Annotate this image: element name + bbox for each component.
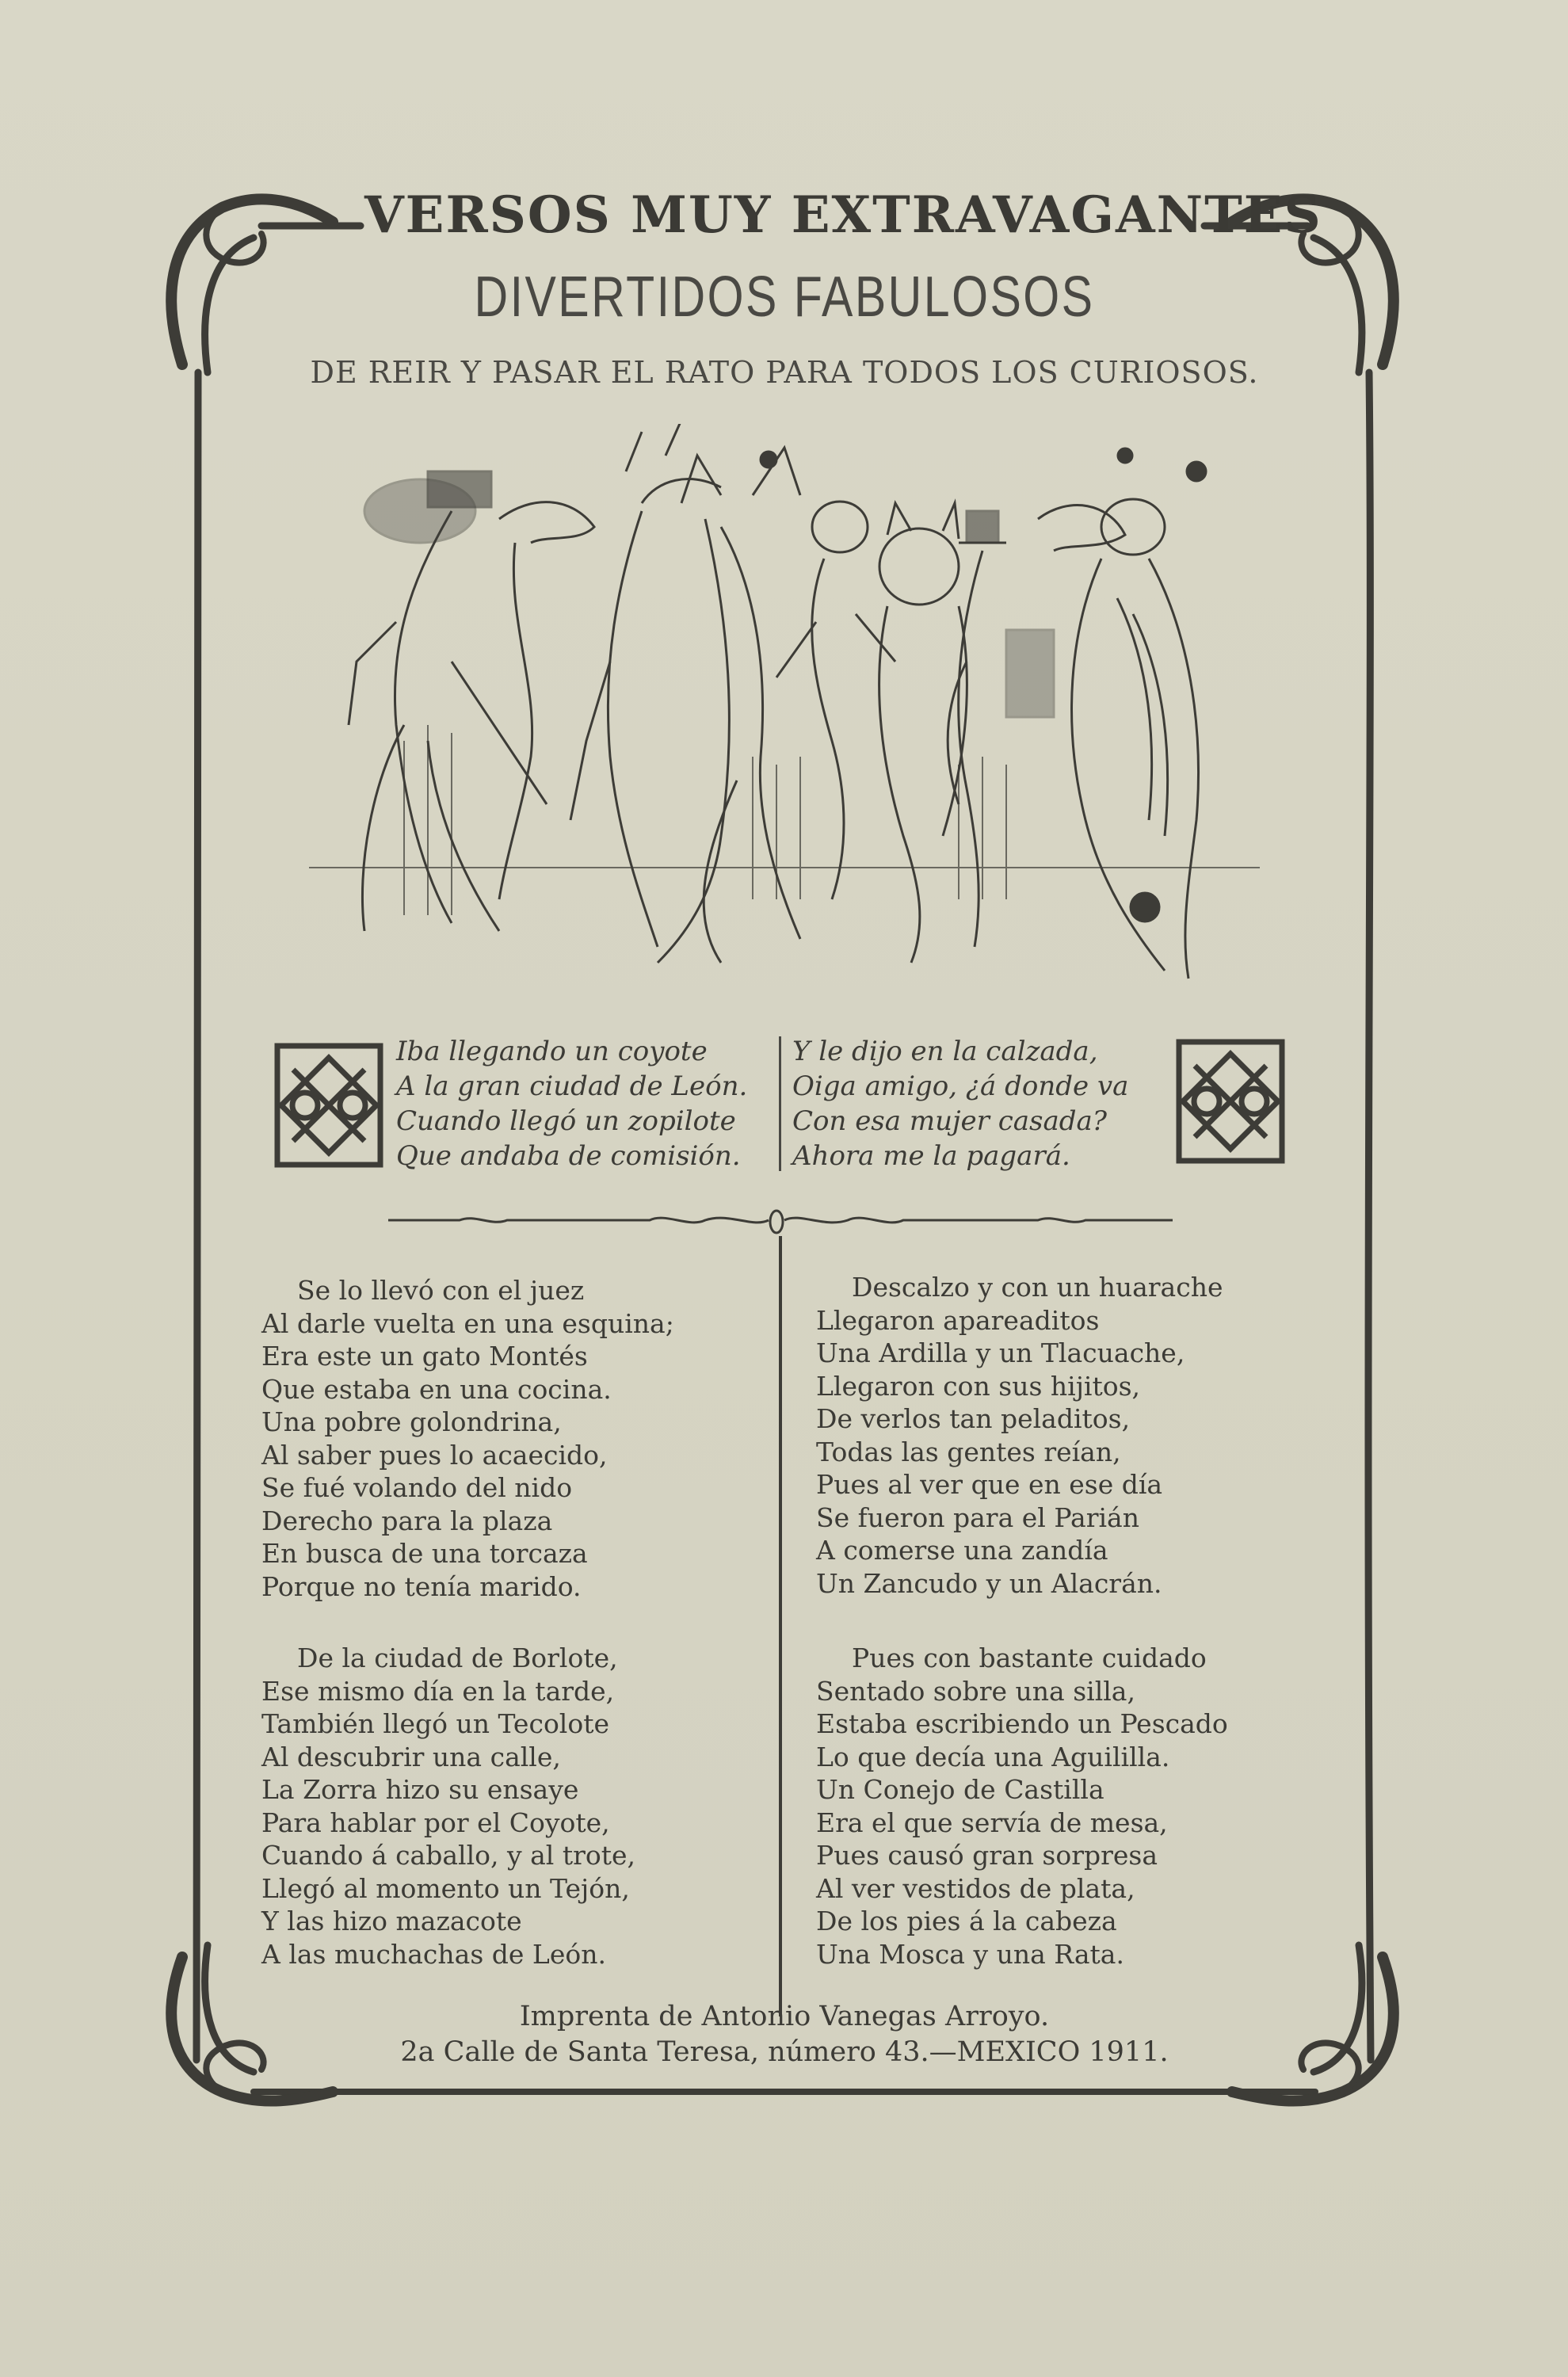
ornamental-divider	[388, 1204, 1181, 1236]
animal-procession-illustration	[309, 424, 1268, 994]
verse-line: La Zorra hizo su ensaye	[261, 1774, 579, 1805]
knot-ornament-right	[1171, 1034, 1290, 1169]
verse-line: Pues al ver que en ese día	[816, 1469, 1163, 1500]
verse-line: Se fueron para el Parián	[816, 1501, 1139, 1533]
verse-stanza-left-1	[261, 1274, 674, 1603]
verse-line: Pues causó gran sorpresa	[816, 1840, 1158, 1871]
verse-line: Llegaron con sus hijitos,	[816, 1370, 1141, 1402]
intro-line: Con esa mujer casada?	[792, 1105, 1107, 1137]
verse-line: Derecho para la plaza	[261, 1505, 553, 1536]
verse-stanza-left-2	[261, 1642, 635, 1971]
verse-stanza-right-1	[816, 1271, 1223, 1600]
knot-ornament-left	[269, 1038, 388, 1173]
intro-line: A la gran ciudad de León.	[396, 1070, 748, 1102]
verse-line: Un Zancudo y un Alacrán.	[816, 1567, 1162, 1599]
intro-line: Que andaba de comisión.	[396, 1140, 741, 1172]
verse-line: Era este un gato Montés	[261, 1341, 588, 1372]
verse-line: De la ciudad de Borlote,	[297, 1643, 618, 1673]
subtitle: DIVERTIDOS FABULOSOS	[474, 265, 1095, 329]
verse-line: Llegaron apareaditos	[816, 1304, 1100, 1336]
verse-line: De verlos tan peladitos,	[816, 1403, 1131, 1434]
printer-address: 2a Calle de Santa Teresa, número 43.—MEXICO 1911.	[400, 2036, 1169, 2068]
verse-line: Porque no tenía marido.	[261, 1570, 582, 1602]
intro-line: Oiga amigo, ¿á donde va	[792, 1070, 1129, 1102]
verse-line: También llegó un Tecolote	[261, 1708, 610, 1739]
verse-line: Que estaba en una cocina.	[261, 1373, 612, 1405]
verse-line: Lo que decía una Aguililla.	[816, 1741, 1170, 1772]
printer-imprint: Imprenta de Antonio Vanegas Arroyo.	[519, 2001, 1050, 2032]
verse-line: Pues con bastante cuidado	[852, 1643, 1207, 1673]
intro-line: Ahora me la pagará.	[792, 1140, 1070, 1172]
intro-right-column	[792, 1034, 1128, 1173]
verse-line: Una pobre golondrina,	[261, 1406, 562, 1437]
verse-line: Estaba escribiendo un Pescado	[816, 1708, 1228, 1739]
verse-line: Una Ardilla y un Tlacuache,	[816, 1337, 1185, 1368]
intro-line: Y le dijo en la calzada,	[792, 1036, 1098, 1067]
tagline: DE REIR Y PASAR EL RATO PARA TODOS LOS CURIOSOS.	[310, 355, 1259, 390]
verse-line: Y las hizo mazacote	[261, 1906, 522, 1936]
verse-line: Un Conejo de Castilla	[816, 1774, 1104, 1805]
intro-line: Cuando llegó un zopilote	[396, 1105, 736, 1137]
verse-line: A comerse una zandía	[816, 1535, 1108, 1566]
verse-line: Al ver vestidos de plata,	[816, 1872, 1135, 1904]
verse-line: Llegó al momento un Tejón,	[261, 1872, 630, 1904]
verse-line: Al descubrir una calle,	[261, 1741, 561, 1772]
verse-line: Se lo llevó con el juez	[297, 1275, 585, 1306]
verse-line: Se fué volando del nido	[261, 1472, 573, 1503]
verse-line: Ese mismo día en la tarde,	[261, 1675, 615, 1707]
verse-line: Cuando á caballo, y al trote,	[261, 1840, 636, 1871]
verse-line: Una Mosca y una Rata.	[816, 1938, 1124, 1970]
verse-line: Al saber pues lo acaecido,	[261, 1439, 608, 1471]
intro-line: Iba llegando un coyote	[396, 1036, 708, 1067]
verse-line: Sentado sobre una silla,	[816, 1675, 1135, 1707]
verse-line: Era el que servía de mesa,	[816, 1807, 1168, 1838]
verse-stanza-right-2	[816, 1642, 1228, 1971]
verse-line: En busca de una torcaza	[261, 1538, 588, 1569]
intro-divider	[779, 1036, 781, 1171]
column-divider	[779, 1236, 782, 2016]
main-title: VERSOS MUY EXTRAVAGANTES	[364, 185, 1322, 245]
verse-line: A las muchachas de León.	[261, 1938, 606, 1970]
intro-left-column	[396, 1034, 747, 1173]
verse-line: Al darle vuelta en una esquina;	[261, 1307, 674, 1339]
verse-line: Para hablar por el Coyote,	[261, 1807, 610, 1838]
verse-line: Descalzo y con un huarache	[852, 1272, 1223, 1303]
verse-line: De los pies á la cabeza	[816, 1906, 1117, 1936]
verse-line: Todas las gentes reían,	[816, 1436, 1121, 1467]
